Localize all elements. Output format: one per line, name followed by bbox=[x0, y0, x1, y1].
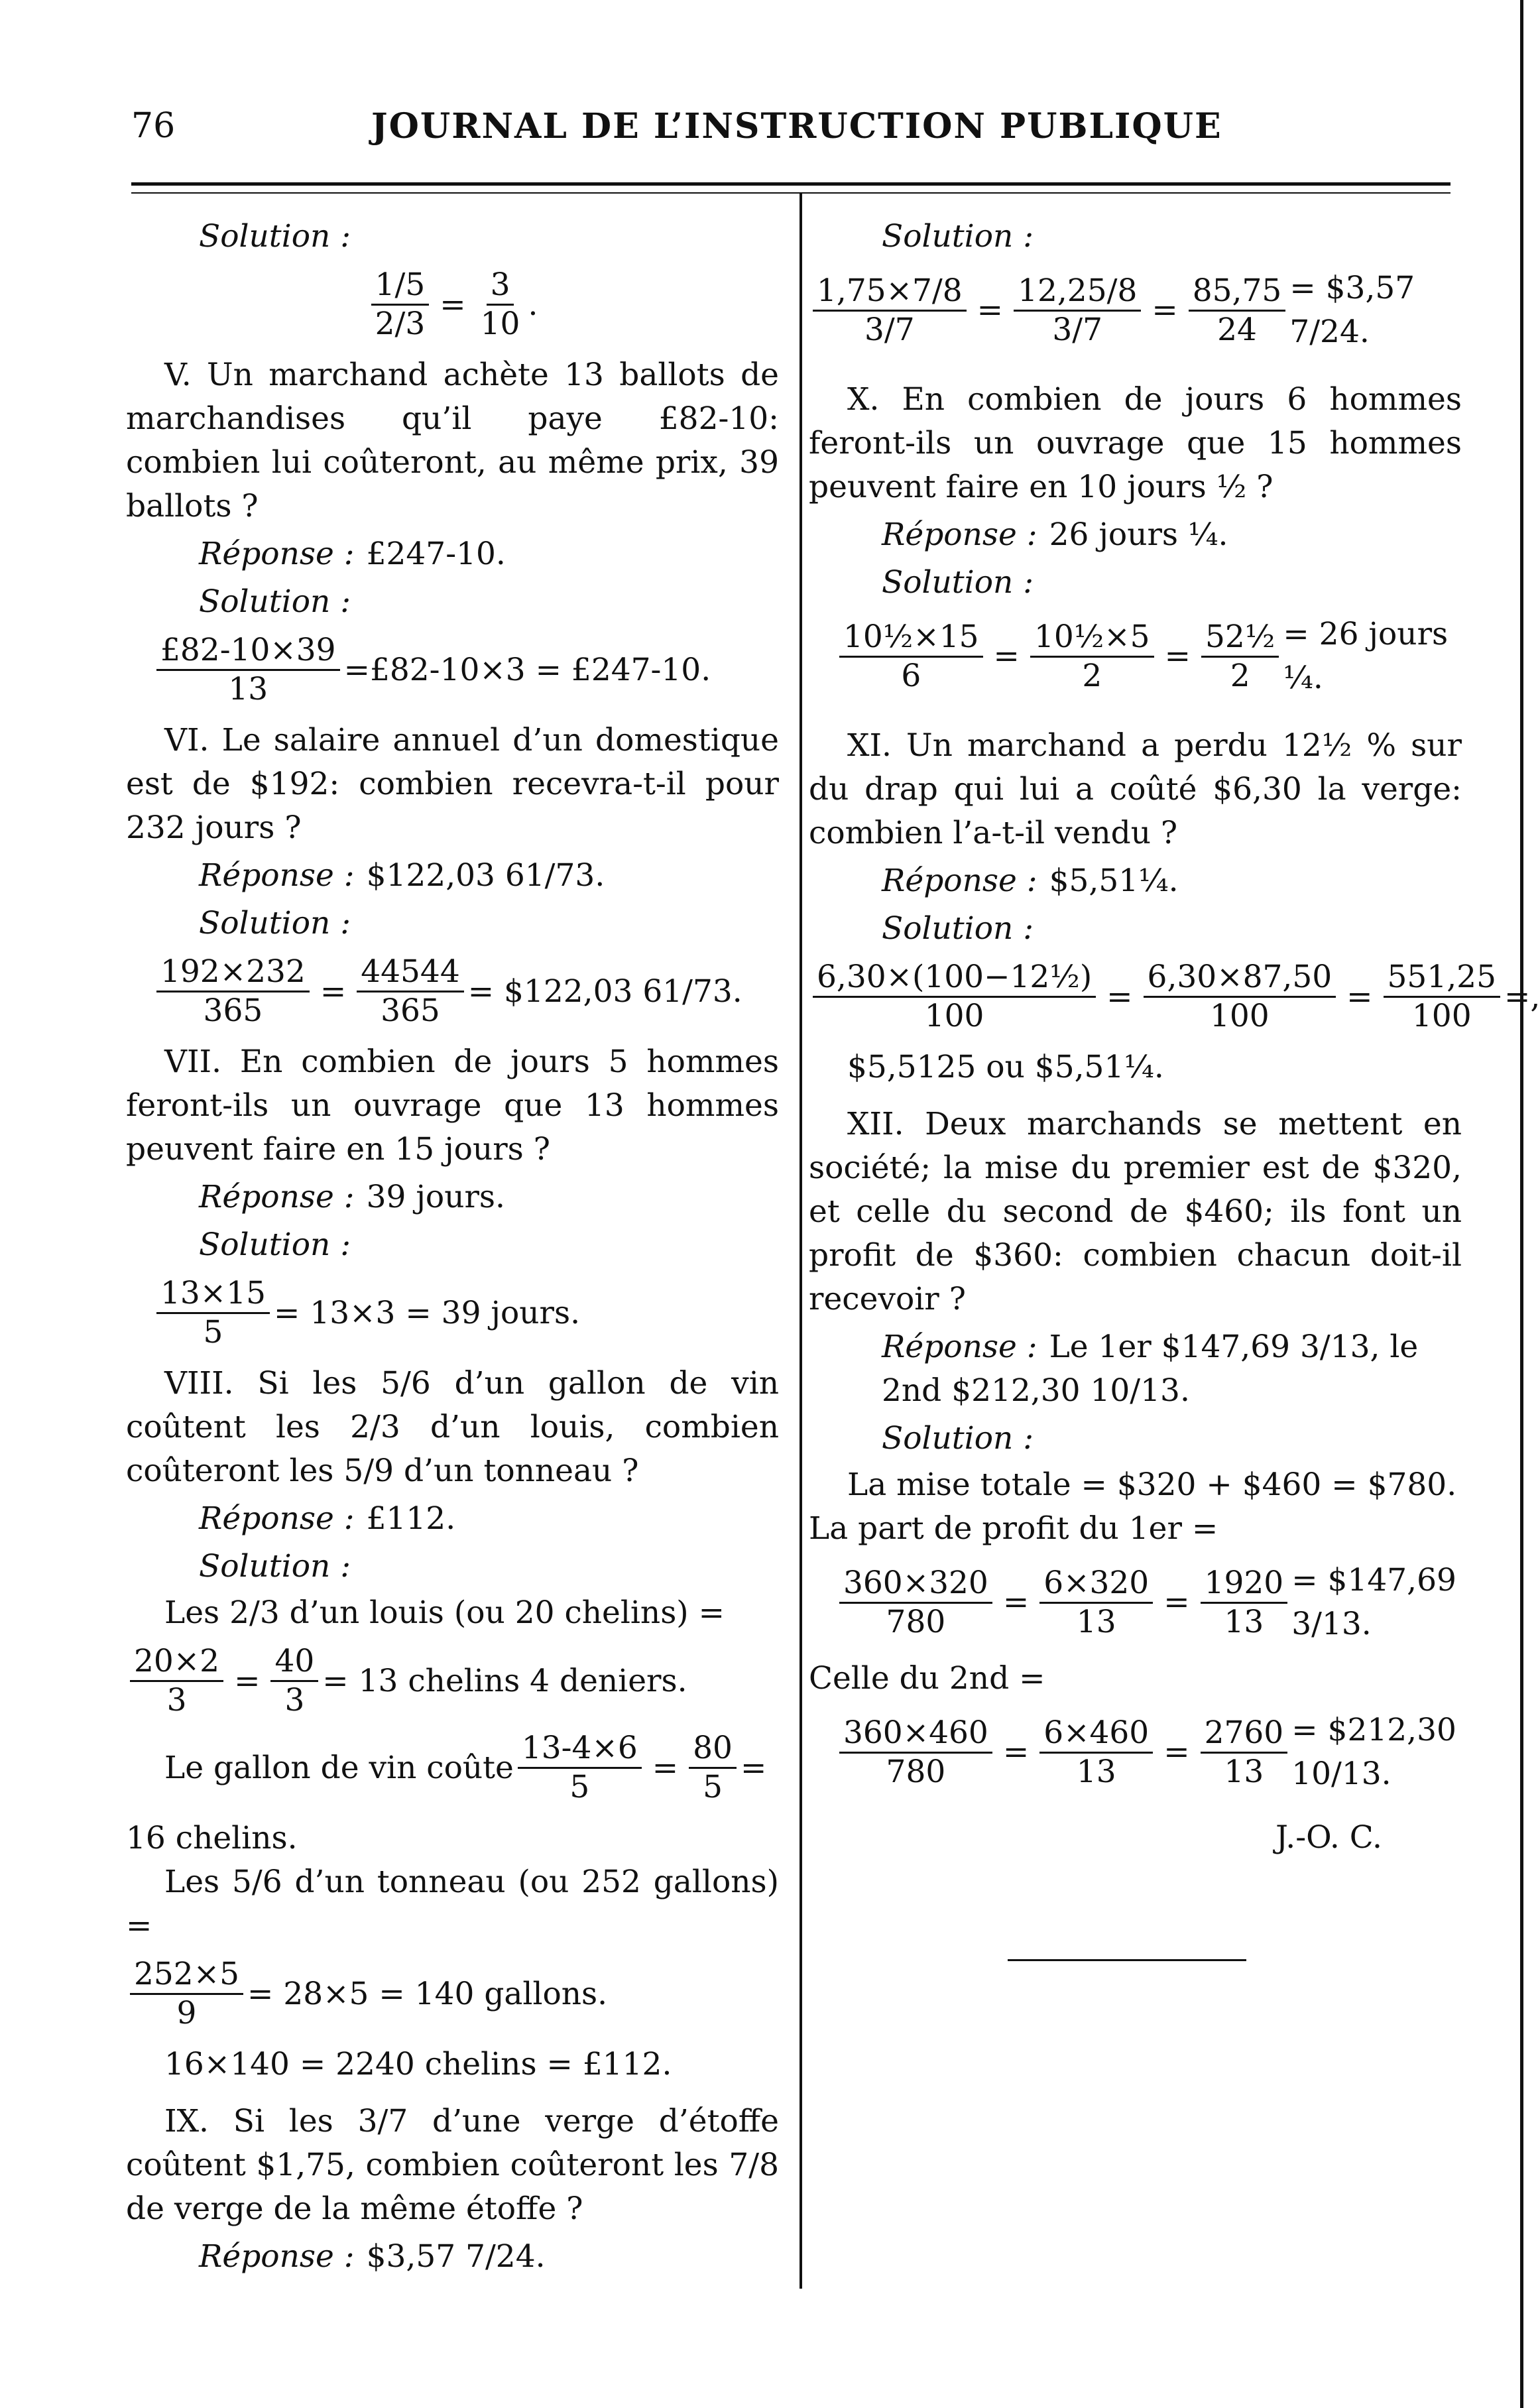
problem-v: V. Un marchand achète 13 ballots de marchandises qu’il paye £82-10: combien lui coûteront, au même prix, 39 ballots ? bbox=[126, 357, 779, 524]
solution-line: La part de profit du 1er = bbox=[809, 1510, 1218, 1547]
page-header bbox=[0, 99, 1529, 159]
solution-line: 16×140 = 2240 chelins = £112. bbox=[164, 2046, 672, 2082]
solution-line: Les 2/3 d’un louis (ou 20 chelins) = bbox=[164, 1595, 725, 1631]
solution-label: Solution : bbox=[199, 905, 351, 941]
response-vi: Réponse : $122,03 61/73. bbox=[199, 857, 605, 894]
fraction: $\frac{3}{10}$ bbox=[480, 267, 520, 342]
equation-xii-1: $\frac{360\times 320}{780}$ = $\frac{6\times 320}{13}$ = $\frac{1920}{13}$ = $147,69 3/13. bbox=[809, 1559, 1462, 1646]
signature: J.-O. C. bbox=[1275, 1819, 1382, 1856]
solution-line: La mise totale = $320 + $460 = $780. bbox=[847, 1467, 1457, 1503]
solution-label: Solution : bbox=[882, 910, 1034, 947]
response-xi: Réponse : $5,51¼. bbox=[882, 863, 1179, 899]
page-edge-line bbox=[1520, 0, 1523, 2408]
equation-viii-3: $\frac{252\times 5}{9}$ = 28×5 = 140 gallons. bbox=[126, 1956, 779, 2032]
page-number: 76 bbox=[131, 106, 176, 146]
running-title: JOURNAL DE L’INSTRUCTION PUBLIQUE bbox=[371, 106, 1222, 147]
response-x: Réponse : 26 jours ¼. bbox=[882, 516, 1228, 553]
response-label: Réponse : bbox=[199, 536, 355, 572]
equation-xii-2: $\frac{360\times 460}{780}$ = $\frac{6\times 460}{13}$ = $\frac{2760}{13}$ = $212,30 10/13. bbox=[809, 1709, 1462, 1796]
solution-label: Solution : bbox=[199, 583, 351, 620]
equation-x: $\frac{\text{10½×15}}{6}$ = $\frac{\text{10½×5}}{2}$ = $\frac{\text{52½}}{2}$ = 26 jours ¼. bbox=[809, 613, 1462, 700]
solution-label: Solution : bbox=[199, 1548, 351, 1585]
right-column bbox=[809, 212, 1540, 1961]
header-rule-thin bbox=[131, 192, 1451, 194]
solution-label: Solution : bbox=[199, 1227, 351, 1263]
equation-xi: $\frac{\text{6,30×(100−12½)}}{100}$ = $\frac{6,30\times 87,50}{100}$ = $\frac{551,25}{100}$ =, bbox=[809, 959, 1462, 1035]
response-ix: Réponse : $3,57 7/24. bbox=[199, 2238, 546, 2275]
header-rule-thick bbox=[131, 182, 1451, 186]
equation-sol0: $\frac{1/5}{2/3}$ = $\frac{3}{10}$ . bbox=[126, 267, 779, 343]
problem-x: X. En combien de jours 6 hommes feront-ils un ouvrage que 15 hommes peuvent faire en 10 jours ½ ? bbox=[809, 381, 1462, 505]
equation-vii: $\frac{13\times 15}{5}$ = 13×3 = 39 jours. bbox=[126, 1275, 779, 1351]
problem-xi: XI. Un marchand a perdu 12½ % sur du drap qui lui a coûté $6,30 la verge: combien l’a-t-il vendu ? bbox=[809, 727, 1462, 851]
equation-viii-2: Le gallon de vin coûte $\frac{13-4\times 6}{5}$ = $\frac{80}{5}$ = bbox=[164, 1730, 767, 1805]
solution-line: $5,5125 ou $5,51¼. bbox=[847, 1049, 1164, 1085]
solution-line: 16 chelins. bbox=[126, 1820, 298, 1856]
solution-label: Solution : bbox=[882, 564, 1034, 601]
response-vii: Réponse : 39 jours. bbox=[199, 1179, 505, 1215]
equation-ix: $\frac{1,75\times 7/8}{3/7}$ = $\frac{12,25/8}{3/7}$ = $\frac{85,75}{24}$ = $3,57 7/24. bbox=[809, 267, 1462, 354]
response-viii: Réponse : £112. bbox=[199, 1500, 456, 1537]
solution-line: Les 5/6 d’un tonneau (ou 252 gallons) = bbox=[126, 1864, 779, 1944]
problem-viii: VIII. Si les 5/6 d’un gallon de vin coûtent les 2/3 d’un louis, combien coûteront les 5/9 d’un tonneau ? bbox=[126, 1365, 779, 1489]
left-column bbox=[126, 212, 779, 2283]
equation-vi: $\frac{192\times 232}{365}$ = $\frac{44544}{365}$ = $122,03 61/73. bbox=[126, 953, 779, 1030]
problem-ix: IX. Si les 3/7 d’une verge d’étoffe coûtent $1,75, combien coûteront les 7/8 de verge de la même étoffe ? bbox=[126, 2103, 779, 2227]
column-divider bbox=[800, 194, 802, 2289]
solution-line: Celle du 2nd = bbox=[809, 1660, 1045, 1697]
equation-viii-1: $\frac{20\times 2}{3}$ = $\frac{40}{3}$ = 13 chelins 4 deniers. bbox=[126, 1643, 779, 1719]
response-v: Réponse : £247-10. bbox=[199, 536, 506, 572]
problem-xii: XII. Deux marchands se mettent en société; la mise du premier est de $320, et celle du second de $460; ils font un profit de $360: combien chacun doit-il recevoir ? bbox=[809, 1106, 1462, 1317]
problem-vi: VI. Le salaire annuel d’un domestique est de $192: combien recevra-t-il pour 232 jours ? bbox=[126, 722, 779, 846]
response-xii: Réponse : Le 1er $147,69 3/13, le 2nd $212,30 10/13. bbox=[882, 1329, 1419, 1409]
end-rule bbox=[1008, 1959, 1246, 1961]
solution-label: Solution : bbox=[882, 218, 1034, 255]
solution-label: Solution : bbox=[882, 1420, 1034, 1457]
fraction: $\frac{1/5}{2/3}$ bbox=[371, 267, 430, 343]
problem-vii: VII. En combien de jours 5 hommes feront-ils un ouvrage que 13 hommes peuvent faire en 15 jours ? bbox=[126, 1044, 779, 1168]
solution-label: Solution : bbox=[199, 218, 351, 255]
equation-v: $\frac{£82-10\times 39}{13}$ =£82-10×3 = £247-10. bbox=[126, 632, 779, 708]
